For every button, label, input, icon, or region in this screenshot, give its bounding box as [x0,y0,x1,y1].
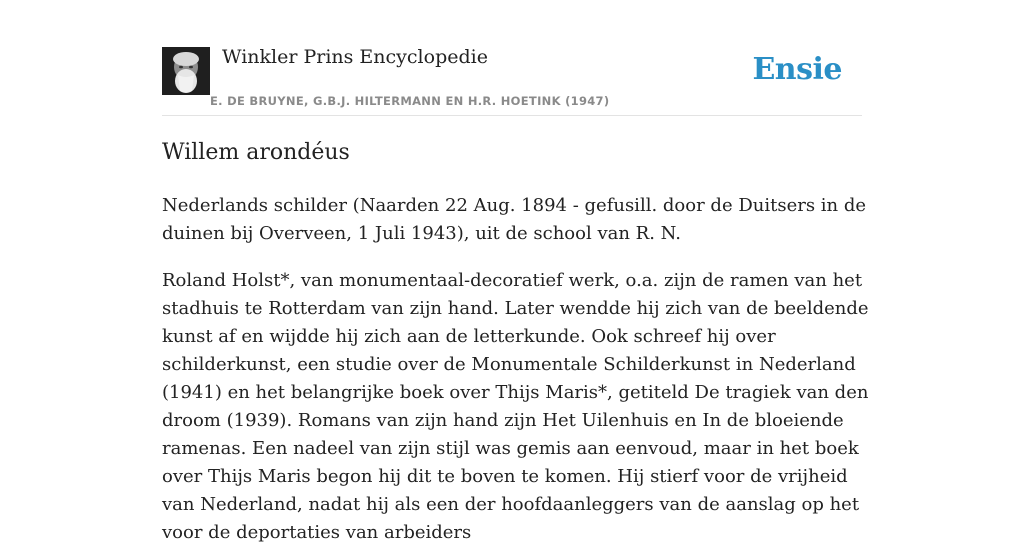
source-header [162,0,862,116]
article-title: Willem arondéus [162,140,350,165]
article-paragraph: Roland Holst*, van monumentaal-decoratief werk, o.a. zijn de ramen van het stadhuis te Rotterdam van zijn hand. Later wendde hij zich van de beeldende kunst af en wijdde hij zich aan de letterkunde. Ook schreef hij over schilderkunst, een studie over de Monumentale Schilderkunst in Nederland (1941) en het belangrijke boek over Thijs Maris*, getiteld De tragiek van den droom (1939). Romans van zijn hand zijn Het Uilenhuis en In de bloeiende ramenas. Een nadeel van zijn stijl was gemis aan eenvoud, maar in het boek over Thijs Maris begon hij dit te boven te komen. Hij stierf voor de vrijheid van Nederland, nadat hij als een der hoofdaanleggers van de aanslag op het voor de deportaties van arbeiders [162,270,869,543]
source-title[interactable]: Winkler Prins Encyclopedie [222,46,488,68]
portrait-avatar-icon [162,47,210,95]
content-container [162,0,869,543]
ensie-logo-link[interactable]: Ensie [752,52,842,87]
author-avatar[interactable] [162,47,210,95]
article-paragraph: Nederlands schilder (Naarden 22 Aug. 1894 - gefusill. door de Duitsers in de duinen bij Overveen, 1 Juli 1943), uit de school van R. N. [162,195,867,244]
source-authors: E. DE BRUYNE, G.B.J. HILTERMANN EN H.R. HOETINK (1947) [210,94,610,108]
